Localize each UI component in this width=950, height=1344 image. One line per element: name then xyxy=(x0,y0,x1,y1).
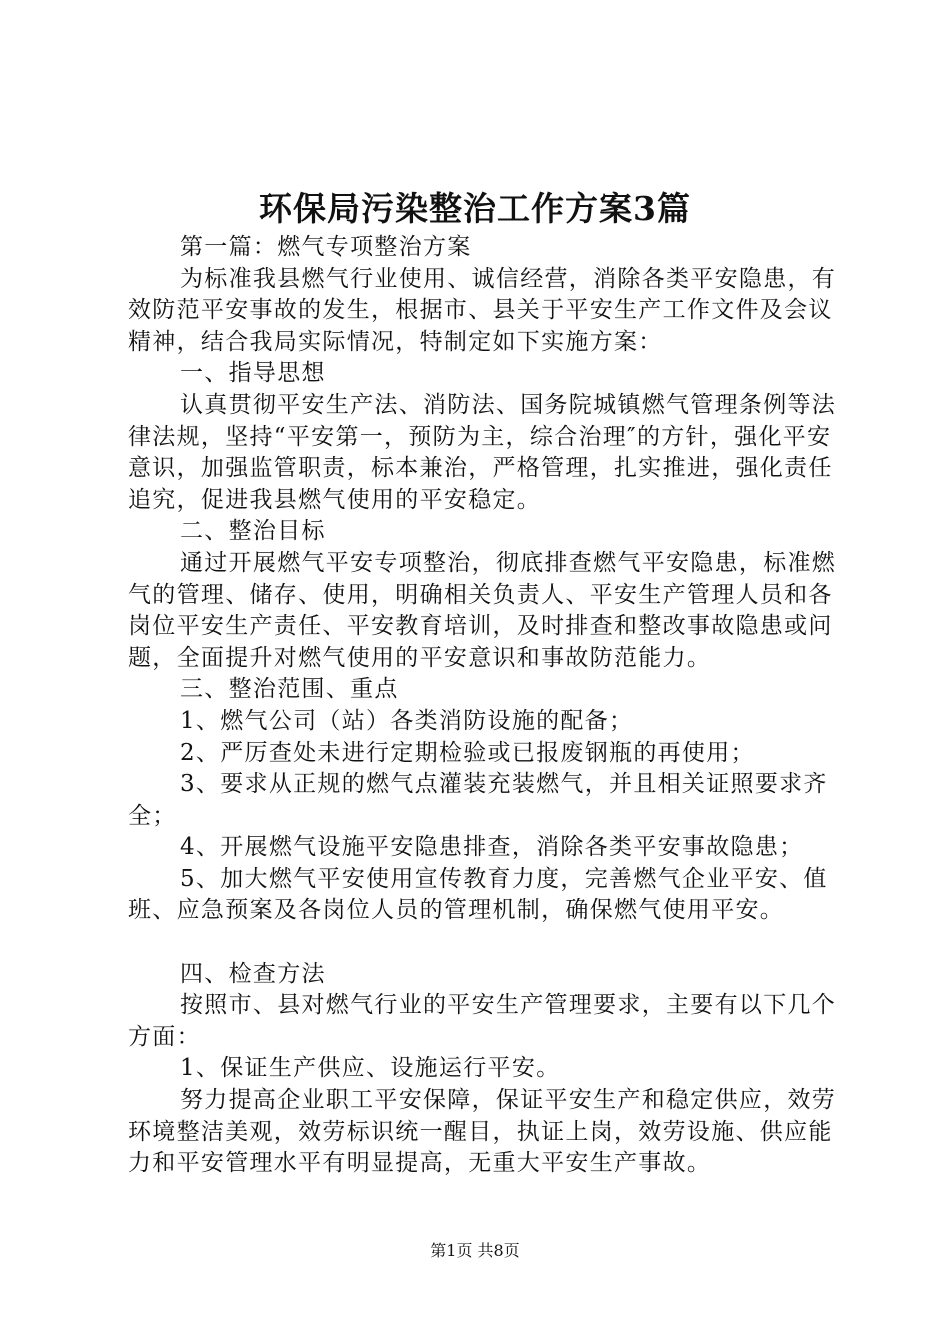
guiding-ideology-paragraph: 认真贯彻平安生产法、消防法、国务院城镇燃气管理条例等法律法规，坚持“平安第一，预防为主，综合治理″的方针，强化平安意识，加强监管职责，标本兼治，严格管理，扎实推进，强化责任追究，促进我县燃气使用的平安稳定。 xyxy=(128,391,837,513)
scope-item: 2、严厉查处未进行定期检验或已报废钢瓶的再使用； xyxy=(180,739,755,766)
inspection-item-detail: 努力提高企业职工平安保障，保证平安生产和稳定供应，效劳环境整洁美观，效劳标识统一醒目，执证上岗，效劳设施、供应能力和平安管理水平有明显提高，无重大平安生产事故。 xyxy=(128,1087,837,1177)
scope-item: 3、要求从正规的燃气点灌装充装燃气，并且相关证照要求齐全； xyxy=(128,771,828,829)
scope-item: 1、燃气公司（站）各类消防设施的配备； xyxy=(180,707,634,734)
document-title: 环保局污染整治工作方案3篇 xyxy=(259,189,691,228)
section-heading-scope: 三、整治范围、重点 xyxy=(180,676,399,703)
intro-paragraph: 为标准我县燃气行业使用、诚信经营，消除各类平安隐患，有效防范平安事故的发生，根据市、县关于平安生产工作文件及会议精神，结合我局实际情况，特制定如下实施方案： xyxy=(128,265,837,355)
document-body xyxy=(128,232,838,1180)
section-heading-guiding-ideology: 一、指导思想 xyxy=(180,360,326,387)
scope-item: 5、加大燃气平安使用宣传教育力度，完善燃气企业平安、值班、应急预案及各岗位人员的管理机制，确保燃气使用平安。 xyxy=(128,865,828,924)
section-heading-inspection-method: 四、检查方法 xyxy=(180,960,326,987)
section-heading-part-one: 第一篇：燃气专项整治方案 xyxy=(180,234,472,260)
inspection-method-paragraph: 按照市、县对燃气行业的平安生产管理要求，主要有以下几个方面： xyxy=(128,992,837,1050)
blank-line xyxy=(128,927,838,959)
scope-item: 4、开展燃气设施平安隐患排查，消除各类平安事故隐患； xyxy=(180,834,804,861)
section-heading-goals: 二、整治目标 xyxy=(180,518,326,545)
inspection-item: 1、保证生产供应、设施运行平安。 xyxy=(180,1055,561,1082)
page-footer: 第1页 共8页 xyxy=(430,1241,520,1260)
goals-paragraph: 通过开展燃气平安专项整治，彻底排查燃气平安隐患，标准燃气的管理、储存、使用，明确相关负责人、平安生产管理人员和各岗位平安生产责任、平安教育培训，及时排查和整改事故隐患或问题，全面提升对燃气使用的平安意识和事故防范能力。 xyxy=(128,549,837,671)
